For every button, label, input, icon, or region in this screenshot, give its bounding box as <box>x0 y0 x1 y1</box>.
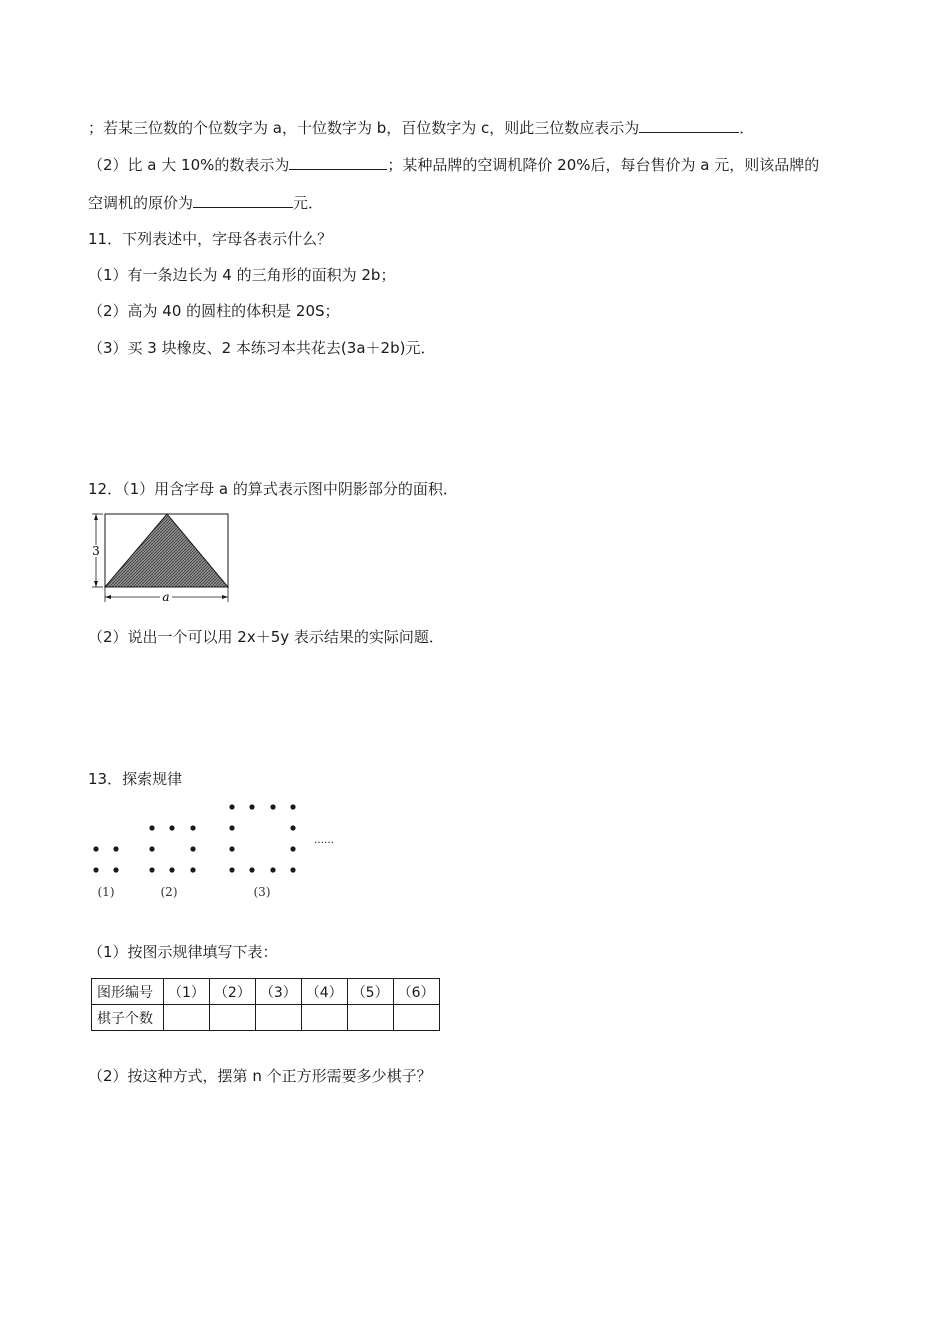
table-col-6: （6） <box>393 979 439 1005</box>
q10-line-1-text: ；若某三位数的个位数字为 a，十位数字为 b，百位数字为 c，则此三位数应表示为 <box>88 119 640 137</box>
table-cell-count-5[interactable] <box>347 1005 393 1031</box>
dot-ellipsis: …… <box>314 835 334 846</box>
q10-line-2-text-b: ；某种品牌的空调机降价 20%后，每台售价为 a 元，则该品牌的 <box>387 156 820 174</box>
table-header-piece-count: 棋子个数 <box>92 1005 164 1031</box>
table-col-1: （1） <box>164 979 210 1005</box>
table-row-figure-number <box>92 979 440 1005</box>
figure-label-1: (1) <box>97 885 115 899</box>
q13-dot-pattern-figure <box>86 798 346 903</box>
table-row-piece-count <box>92 1005 440 1031</box>
shaded-triangle <box>105 514 228 587</box>
q11-item-1: （1）有一条边长为 4 的三角形的面积为 2b； <box>88 266 396 284</box>
table-cell-count-6[interactable] <box>393 1005 439 1031</box>
table-cell-count-1[interactable] <box>164 1005 210 1031</box>
q10-line-1 <box>88 118 754 138</box>
answer-blank-three-digit[interactable] <box>639 118 739 133</box>
q13-answer-table <box>91 978 440 1031</box>
q10-line-3-text-b: 元． <box>293 194 324 212</box>
table-cell-count-3[interactable] <box>255 1005 301 1031</box>
dot-figure-3 <box>229 804 295 872</box>
width-label: a <box>162 590 170 604</box>
figure-label-3: (3) <box>253 885 271 899</box>
height-label: 3 <box>92 544 100 558</box>
q10-line-2 <box>88 155 819 175</box>
q11-title: 11．下列表述中，字母各表示什么？ <box>88 230 333 248</box>
table-header-figure-number: 图形编号 <box>92 979 164 1005</box>
q10-line-2-text-a: （2）比 a 大 10%的数表示为 <box>88 156 290 174</box>
q13-part-1: （1）按图示规律填写下表： <box>88 943 278 961</box>
table-col-4: （4） <box>301 979 347 1005</box>
table-col-3: （3） <box>255 979 301 1005</box>
figure-label-2: (2) <box>160 885 178 899</box>
q12-rectangle-figure <box>86 508 236 606</box>
answer-blank-ten-percent[interactable] <box>289 155 387 170</box>
dot-figure-2 <box>149 825 195 872</box>
q10-line-3-text-a: 空调机的原价为 <box>88 194 194 212</box>
q11-item-3: （3）买 3 块橡皮、2 本练习本共花去(3a＋2b)元． <box>88 339 436 357</box>
q11-item-2: （2）高为 40 的圆柱的体积是 20S； <box>88 302 340 320</box>
q10-line-3 <box>88 193 323 213</box>
table-col-2: （2） <box>209 979 255 1005</box>
q13-title: 13．探索规律 <box>88 770 183 788</box>
table-col-5: （5） <box>347 979 393 1005</box>
dot-figure-1 <box>93 846 118 872</box>
q12-title: 12．（1）用含字母 a 的算式表示图中阴影部分的面积． <box>88 480 458 498</box>
table-cell-count-4[interactable] <box>301 1005 347 1031</box>
q10-line-1-end: ． <box>739 119 755 137</box>
q13-part-2: （2）按这种方式，摆第 n 个正方形需要多少棋子？ <box>88 1067 432 1085</box>
table-cell-count-2[interactable] <box>209 1005 255 1031</box>
q12-part-2: （2）说出一个可以用 2x＋5y 表示结果的实际问题． <box>88 628 444 646</box>
answer-blank-original-price[interactable] <box>193 193 293 208</box>
